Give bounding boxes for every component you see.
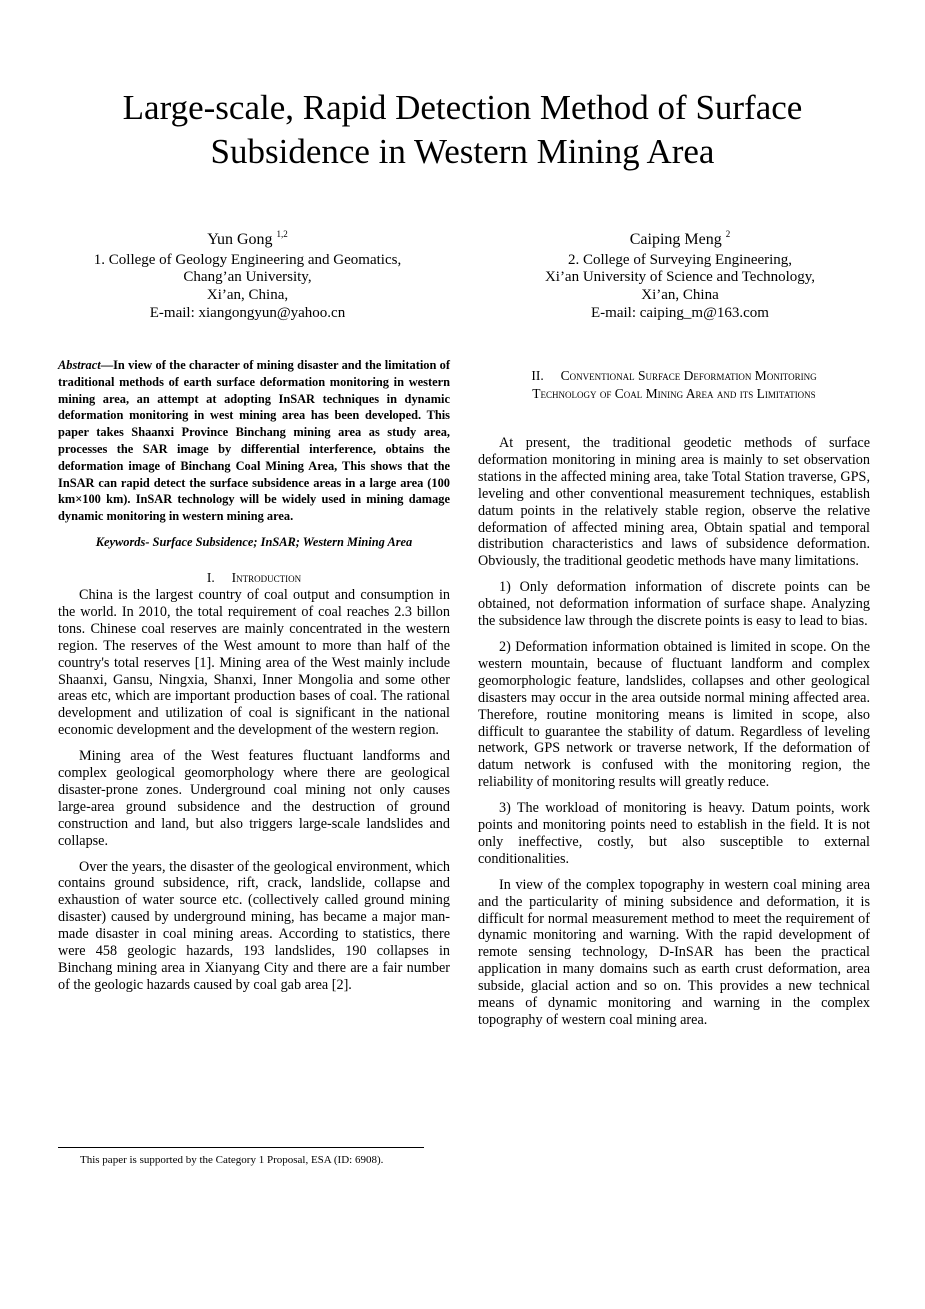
author-name: Yun Gong $^{1,2}$ bbox=[207, 229, 288, 248]
left-column bbox=[58, 357, 450, 1003]
affiliation-line: Xi’an, China, bbox=[206, 287, 289, 304]
footnote-divider bbox=[58, 1147, 424, 1148]
paragraph: Over the years, the disaster of the geological environment, which contains ground subsidence, rift, crack, landslide, collapse and exhaustion of water source etc. (collectively called ground mining disaster) caused by underground mining, has became a major man-made disaster in coal mining areas. According to statistics, there were 458 geologic hazards, 193 landslides, 190 collapses in Binchang mining area in Xianyang City and there are a fair number of the geologic hazards caused by coal gab area [2]. bbox=[58, 858, 450, 993]
abstract: Abstract—In view of the character of mining disaster and the limitation of traditional methods of earth surface deformation monitoring in western mining area, an attempt at adopting InSAR techniques in dynamic deformation monitoring in west mining area has been developed. This paper takes Shaanxi Province Binchang mining area as study area, processes the SAR image by differential interference, obtains the deformation image of Binchang Coal Mining Area, This shows that the InSAR can rapid detect the surface subsidence areas in a large area (100 km×100 km). InSAR technology will be widely used in mining damage dynamic monitoring in western mining area. bbox=[58, 358, 450, 524]
paragraph: 2) Deformation information obtained is limited in scope. On the western mountain, because of fluctuant landform and complex geomorphologic feature, landslides, collapses and other geological disasters may occur in the area outside normal mining affected area. Therefore, routine monitoring means is limited in scope, also difficult to guarantee the stability of datum. Regardless of leveling network, GPS network or traverse network, If the deformation of datum network is confused with the monitoring region, the reliability of monitoring results will greatly reduce. bbox=[478, 638, 870, 791]
keywords: Keywords- Surface Subsidence; InSAR; Western Mining Area bbox=[95, 534, 413, 549]
section-heading-introduction: I. Introduction bbox=[206, 569, 302, 585]
author-affiliation-marker: 1,2 bbox=[276, 229, 288, 239]
affiliation-line: Xi’an University of Science and Technology, bbox=[544, 269, 816, 286]
affiliation-line: Xi’an, China bbox=[641, 287, 719, 304]
author-name: Caiping Meng $^2$ bbox=[629, 229, 731, 248]
section-heading-conventional: II. Conventional Surface Deformation Monitoring Technology of Coal Mining Area and its Limitations bbox=[531, 368, 817, 401]
paragraph: Mining area of the West features fluctuant landforms and complex geological geomorphology where there are geological disaster-prone zones. Underground coal mining not only causes large-area ground subsidence and the destruction of ground construction and land, but also triggers large-scale landslides and collapse. bbox=[58, 748, 450, 849]
paragraph: China is the largest country of coal output and consumption in the world. In 2010, the total requirement of coal reaches 2.3 billon tons. Chinese coal reserves are mainly concentrated in the western region. The reserves of the West amount to more than half of the country's total reserves [1]. Mining area of the West mainly include Shaanxi, Gansu, Ningxia, Shanxi, Inner Mongolia and some other areas etc, which are important production bases of coal. The rational development and utilization of coal is significant in the national economic development and the development of the western region. bbox=[58, 586, 450, 739]
title-line-1: Large-scale, Rapid Detection Method of Surface bbox=[122, 88, 803, 127]
affiliation-line: 2. College of Surveying Engineering, bbox=[567, 251, 793, 268]
affiliation-line: 1. College of Geology Engineering and Geomatics, bbox=[93, 251, 402, 268]
abstract-label: Abstract bbox=[58, 358, 101, 372]
paragraph: 3) The workload of monitoring is heavy. Datum points, work points and monitoring points need to establish in the field. It is not only ineffective, costly, but also susceptible to external conditionalities. bbox=[478, 800, 870, 867]
affiliation-line: Chang’an University, bbox=[183, 269, 312, 286]
author-email: E-mail: caiping_m@163.com bbox=[591, 304, 769, 321]
author-affiliation-marker: 2 bbox=[725, 229, 731, 239]
paragraph: In view of the complex topography in western coal mining area and the particularity of mining subsidence and deformation, it is difficult for normal measurement method to meet the requirement of dynamic monitoring and warning. With the rapid development of remote sensing technology, D-InSAR has been the practical application in many domains such as earth crust deformation, area subside, glacial action and so on. This provides a new technical means of dynamic monitoring and warning in the complex topography of western coal mining area. bbox=[478, 876, 870, 1028]
paragraph: At present, the traditional geodetic methods of surface deformation monitoring in mining area is mainly to set observation stations in the affected mining area, take Total Station traverse, GPS, leveling and other conventional measurement techniques, establish datum points in the relatively stable region, observe the relative deformation of affected mining area, Obtain spatial and temporal distribution characteristics and laws of subsidence deformation. Obviously, the traditional geodetic methods have many limitations. bbox=[478, 435, 870, 570]
paragraph: 1) Only deformation information of discrete points can be obtained, not deformation information of surface shape. Analyzing the subsidence law through the discrete points is easy to lead to bias. bbox=[478, 579, 870, 630]
right-column bbox=[478, 357, 870, 1038]
title-line-2: Subsidence in Western Mining Area bbox=[210, 132, 715, 171]
abstract-text: In view of the character of mining disaster and the limitation of traditional methods of earth surface deformation monitoring in western mining area, an attempt at adopting InSAR techniques in dynamic deformation monitoring in west mining area has been developed. This paper takes Shaanxi Province Binchang mining area as study area, processes the SAR image by differential interference, obtains the deformation image of Binchang Coal Mining Area, This shows that the InSAR can rapid detect the surface subsidence areas in a large area (100 km×100 km). InSAR technology will be widely used in mining damage dynamic monitoring in western mining area. bbox=[58, 358, 450, 524]
author-block-1 bbox=[60, 226, 435, 323]
author-block-2 bbox=[490, 226, 870, 323]
paper-title bbox=[60, 86, 865, 174]
author-email: E-mail: xiangongyun@yahoo.cn bbox=[149, 304, 346, 321]
footnote: This paper is supported by the Category 1 Proposal, ESA (ID: 6908). bbox=[80, 1154, 384, 1166]
